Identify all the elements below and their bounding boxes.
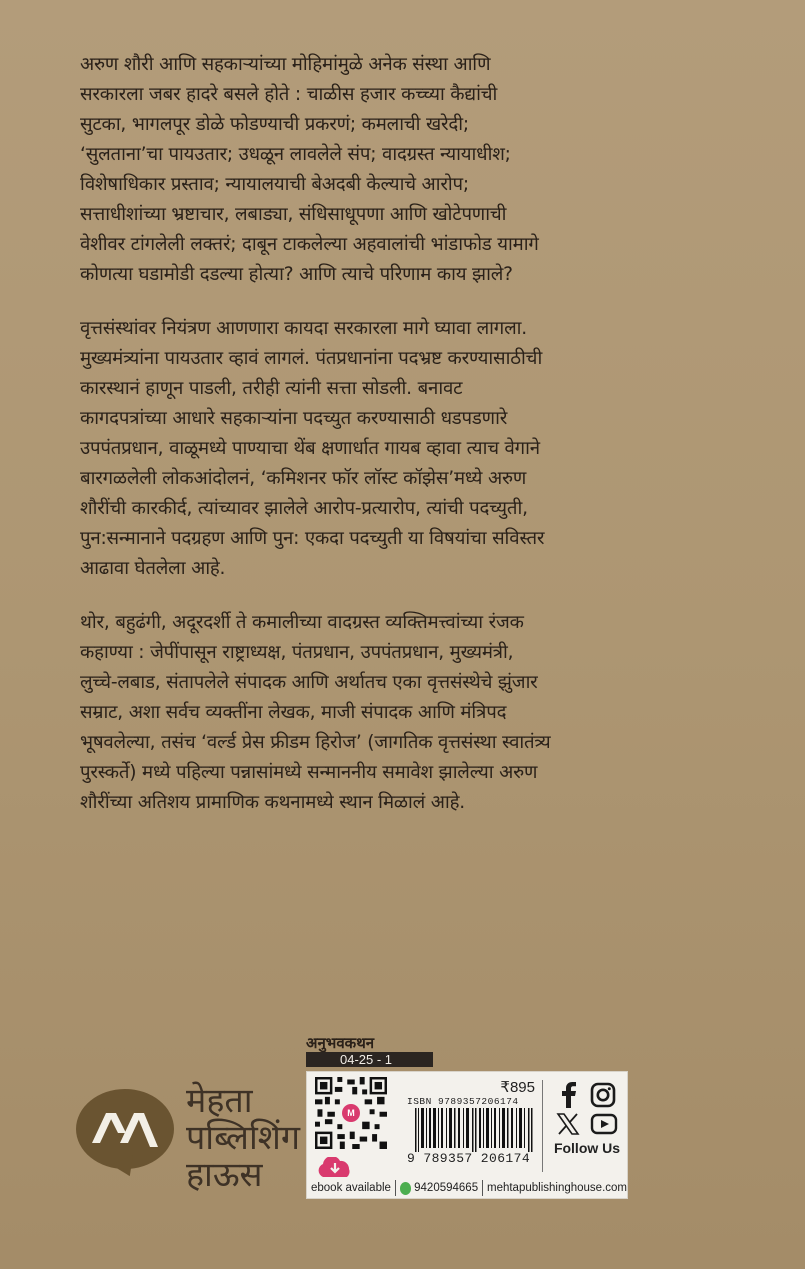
- blurb-line: शौरींच्या अतिशय प्रामाणिक कथनामध्ये स्थान मिळालं आहे.: [80, 792, 465, 813]
- blurb-line: शौरींची कारकीर्द, त्यांच्यावर झालेले आरोप-प्रत्यारोप, त्यांची पदच्युती,: [80, 498, 528, 519]
- blurb-line: सुटका, भागलपूर डोळे फोडण्याची प्रकरणं; कमलाची खरेदी;: [80, 114, 469, 135]
- back-cover-blurb: [80, 50, 770, 842]
- blurb-paragraph-3: [80, 608, 770, 818]
- youtube-icon[interactable]: [590, 1112, 618, 1136]
- price: ₹895: [500, 1079, 535, 1096]
- category-label: अनुभवकथन: [306, 1034, 375, 1052]
- m-logo-icon: [90, 1105, 162, 1153]
- blurb-paragraph-2: [80, 314, 770, 584]
- blurb-line: वेशीवर टांगलेली लक्तरं; दाबून टाकलेल्या अहवालांची भांडाफोड यामागे: [80, 234, 539, 255]
- whatsapp-icon: [400, 1182, 411, 1195]
- blurb-line: अरुण शौरी आणि सहकाऱ्यांच्या मोहिमांमुळे अनेक संस्था आणि: [80, 54, 491, 75]
- publisher-name: [186, 1083, 300, 1194]
- blurb-line: विशेषाधिकार प्रस्ताव; न्यायालयाची बेअदबी केल्याचे आरोप;: [80, 174, 469, 195]
- ebook-label: ebook available: [311, 1182, 391, 1194]
- blurb-line: सम्राट, अशा सर्वच व्यक्तींना लेखक, माजी संपादक आणि मंत्रिपद: [80, 702, 507, 723]
- blurb-line: पुन:सन्मानाने पदग्रहण आणि पुन: एकदा पदच्युती या विषयांचा सविस्तर: [80, 528, 545, 549]
- blurb-paragraph-1: [80, 50, 770, 290]
- divider: [482, 1180, 483, 1196]
- blurb-line: कोणत्या घडामोडी दडल्या होत्या? आणि त्याचे परिणाम काय झाले?: [80, 264, 513, 285]
- blurb-line: कहाण्या : जेपींपासून राष्ट्राध्यक्ष, पंतप्रधान, उपपंतप्रधान, मुख्यमंत्री,: [80, 642, 514, 663]
- blurb-line: वृत्तसंस्थांवर नियंत्रण आणणारा कायदा सरकारला मागे घ्यावा लागला.: [80, 318, 528, 339]
- sticker-footer: [311, 1179, 627, 1197]
- facebook-icon[interactable]: [558, 1082, 580, 1108]
- blurb-line: थोर, बहुढंगी, अदूरदर्शी ते कमालीच्या वादग्रस्त व्यक्तिमत्त्वांच्या रंजक: [80, 612, 524, 633]
- publisher-name-line: मेहता: [186, 1081, 253, 1121]
- blurb-line: सत्ताधीशांच्या भ्रष्टाचार, लबाड्या, संधिसाधूपणा आणि खोटेपणाची: [80, 204, 507, 225]
- book-code: 04-25 - 1: [306, 1052, 433, 1067]
- barcode: [415, 1108, 535, 1152]
- instagram-icon[interactable]: [590, 1082, 616, 1108]
- qr-logo-badge: M: [342, 1104, 360, 1122]
- price-sticker: [306, 1071, 628, 1199]
- blurb-line: लुच्चे-लबाड, संतापलेले संपादक आणि अर्थातच एका वृत्तसंस्थेचे झुंजार: [80, 672, 538, 693]
- divider: [542, 1080, 543, 1172]
- blurb-line: पुरस्कर्ते) मध्ये पहिल्या पन्नासांमध्ये सन्माननीय समावेश झालेल्या अरुण: [80, 762, 538, 783]
- barcode-number: 9 789357 206174: [407, 1151, 531, 1166]
- blurb-line: सरकारला जबर हादरे बसले होते : चाळीस हजार कच्च्या कैद्यांची: [80, 84, 498, 105]
- phone-number[interactable]: 9420594665: [414, 1182, 479, 1194]
- follow-us-label: Follow Us: [553, 1140, 621, 1156]
- blurb-line: ‘सुलताना’चा पायउतार; उधळून लावलेले संप; वादग्रस्त न्यायाधीश;: [80, 144, 511, 165]
- blurb-line: कागदपत्रांच्या आधारे सहकाऱ्यांना पदच्युत करण्यासाठी धडपडणारे: [80, 408, 508, 429]
- qr-code[interactable]: [315, 1077, 387, 1149]
- blurb-line: उपपंतप्रधान, वाळूमध्ये पाण्याचा थेंब क्षणार्धात गायब व्हावा त्याच वेगाने: [80, 438, 540, 459]
- blurb-line: भूषवलेल्या, तसंच ‘वर्ल्ड प्रेस फ्रीडम हिरोज’ (जागतिक वृत्तसंस्था स्वातंत्र्य: [80, 732, 551, 753]
- social-links: [547, 1082, 627, 1156]
- cloud-download-icon: [315, 1157, 355, 1177]
- divider: [395, 1180, 396, 1196]
- website-link[interactable]: mehtapublishinghouse.com: [486, 1182, 627, 1194]
- blurb-line: बारगळलेली लोकआंदोलनं, ‘कमिशनर फॉर लॉस्ट कॉझेस’मध्ये अरुण: [80, 468, 527, 489]
- isbn-label: ISBN 9789357206174: [407, 1096, 519, 1107]
- publisher-logo: [76, 1083, 316, 1193]
- blurb-line: मुख्यमंत्र्यांना पायउतार व्हावं लागलं. पंतप्रधानांना पदभ्रष्ट करण्यासाठीची: [80, 348, 543, 369]
- publisher-name-line: हाऊस: [186, 1155, 263, 1195]
- x-icon[interactable]: [556, 1112, 580, 1136]
- blurb-line: आढावा घेतलेला आहे.: [80, 558, 226, 579]
- publisher-name-line: पब्लिशिंग: [186, 1118, 301, 1158]
- blurb-line: कारस्थानं हाणून पाडली, तरीही त्यांनी सत्ता सोडली. बनावट: [80, 378, 463, 399]
